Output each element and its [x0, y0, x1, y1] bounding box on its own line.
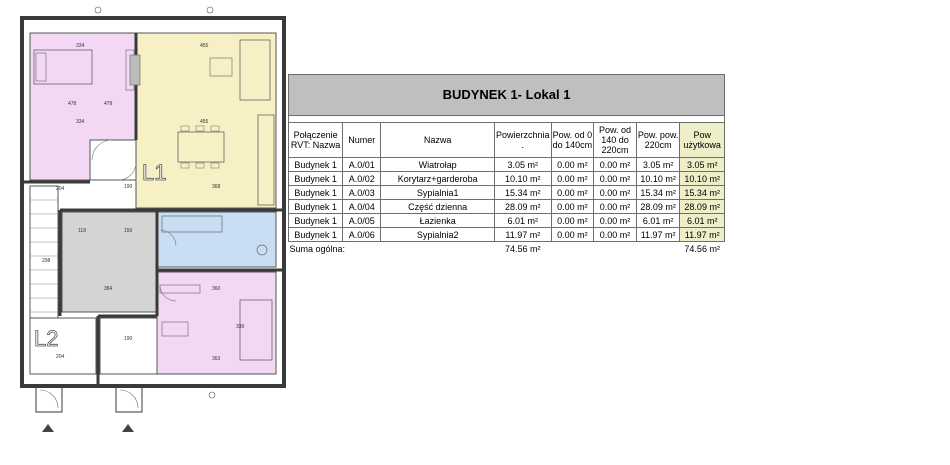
table-cell: 6.01 m² [636, 214, 680, 228]
room-hall-lower [100, 318, 157, 374]
entry-arrow-2-icon [122, 424, 134, 432]
column-header: Powierzchnia . [495, 123, 552, 158]
marker-icon [207, 7, 213, 13]
dimension-label: 384 [104, 286, 113, 292]
table-row [289, 158, 725, 172]
table-cell: Budynek 1 [289, 200, 343, 214]
table-cell: 0.00 m² [551, 158, 594, 172]
table-cell: A.0/02 [343, 172, 381, 186]
dimension-label: 190 [124, 184, 133, 190]
dimension-label: 334 [76, 43, 85, 49]
table-cell: Łazienka [381, 214, 495, 228]
table-cell: Wiatrołap [381, 158, 495, 172]
table-cell: 0.00 m² [594, 172, 637, 186]
table-cell: Budynek 1 [289, 158, 343, 172]
dimension-label: 204 [56, 354, 65, 360]
table-cell: 28.09 m² [495, 200, 552, 214]
dimension-label: 298 [42, 258, 51, 264]
room-schedule-table [288, 74, 725, 255]
table-cell: 0.00 m² [551, 200, 594, 214]
unit-label-l2: L2 [34, 326, 59, 351]
table-row [289, 200, 725, 214]
table-cell: 15.34 m² [680, 186, 725, 200]
table-cell: 28.09 m² [680, 200, 725, 214]
dimension-label: 330 [236, 324, 245, 330]
total-area: 74.56 m² [505, 243, 541, 254]
column-header: Pow. od 0 do 140cm [551, 123, 594, 158]
column-header: Numer [343, 123, 381, 158]
table-cell: 0.00 m² [551, 228, 594, 242]
table-cell: 10.10 m² [495, 172, 552, 186]
unit-label-l1: L1 [142, 160, 167, 185]
marker-icon [209, 392, 215, 398]
table-cell: Korytarz+garderoba [381, 172, 495, 186]
dimension-label: 479 [104, 101, 113, 107]
table-cell: A.0/04 [343, 200, 381, 214]
table-cell: 11.97 m² [636, 228, 680, 242]
table-row [289, 172, 725, 186]
column-header: Nazwa [381, 123, 495, 158]
table-cell: 0.00 m² [594, 186, 637, 200]
table-cell: 6.01 m² [495, 214, 552, 228]
table-cell: 3.05 m² [495, 158, 552, 172]
table-cell: 28.09 m² [636, 200, 680, 214]
dimension-label: 478 [68, 101, 77, 107]
table-cell: Sypialnia1 [381, 186, 495, 200]
table-cell: A.0/01 [343, 158, 381, 172]
table-cell: Budynek 1 [289, 228, 343, 242]
table-cell: 15.34 m² [495, 186, 552, 200]
table-row [289, 186, 725, 200]
table-row [289, 228, 725, 242]
table-cell: 0.00 m² [594, 228, 637, 242]
dimension-label: 360 [212, 286, 221, 292]
total-label: Suma ogólna: [289, 243, 346, 254]
table-cell: 0.00 m² [594, 200, 637, 214]
table-cell: Sypialnia2 [381, 228, 495, 242]
table-cell: 0.00 m² [551, 172, 594, 186]
table-cell: Budynek 1 [289, 214, 343, 228]
table-cell: 11.97 m² [495, 228, 552, 242]
marker-icon [95, 7, 101, 13]
table-cell: 0.00 m² [594, 158, 637, 172]
table-cell: 11.97 m² [680, 228, 725, 242]
dimension-label: 150 [124, 228, 133, 234]
table-total-row [289, 242, 725, 256]
table-cell: Budynek 1 [289, 186, 343, 200]
table-cell: Budynek 1 [289, 172, 343, 186]
table-cell: 10.10 m² [680, 172, 725, 186]
floor-plan [0, 0, 290, 465]
table-cell: Część dzienna [381, 200, 495, 214]
room-corridor [62, 212, 157, 312]
table-cell: A.0/06 [343, 228, 381, 242]
total-usable: 74.56 m² [684, 243, 720, 254]
column-header: Pow. od 140 do 220cm [594, 123, 637, 158]
table-cell: 0.00 m² [551, 214, 594, 228]
dimension-label: 204 [56, 186, 65, 192]
table-title: BUDYNEK 1- Lokal 1 [289, 75, 725, 116]
room-vestibule [90, 140, 136, 180]
table-cell: 3.05 m² [636, 158, 680, 172]
column-header: Pow. pow. 220cm [636, 123, 680, 158]
table-cell: 6.01 m² [680, 214, 725, 228]
dimension-label: 455 [200, 119, 209, 125]
entry-landing-2 [116, 386, 142, 412]
dimension-label: 368 [212, 184, 221, 190]
table-row [289, 214, 725, 228]
dimension-label: 190 [124, 336, 133, 342]
column-header: Pow użytkowa [680, 123, 725, 158]
dimension-label: 363 [212, 356, 221, 362]
table-cell: 0.00 m² [594, 214, 637, 228]
dimension-label: 334 [76, 119, 85, 125]
column-header: Połączenie RVT: Nazwa [289, 123, 343, 158]
dimension-label: 455 [200, 43, 209, 49]
table-cell: 15.34 m² [636, 186, 680, 200]
entry-landing-1 [36, 386, 62, 412]
table-cell: 0.00 m² [551, 186, 594, 200]
tv-icon [130, 55, 140, 85]
entry-arrow-1-icon [42, 424, 54, 432]
table-cell: 10.10 m² [636, 172, 680, 186]
dimension-label: 118 [78, 228, 86, 234]
table-cell: A.0/05 [343, 214, 381, 228]
table-header-row [289, 123, 725, 158]
table-cell: A.0/03 [343, 186, 381, 200]
table-cell: 3.05 m² [680, 158, 725, 172]
